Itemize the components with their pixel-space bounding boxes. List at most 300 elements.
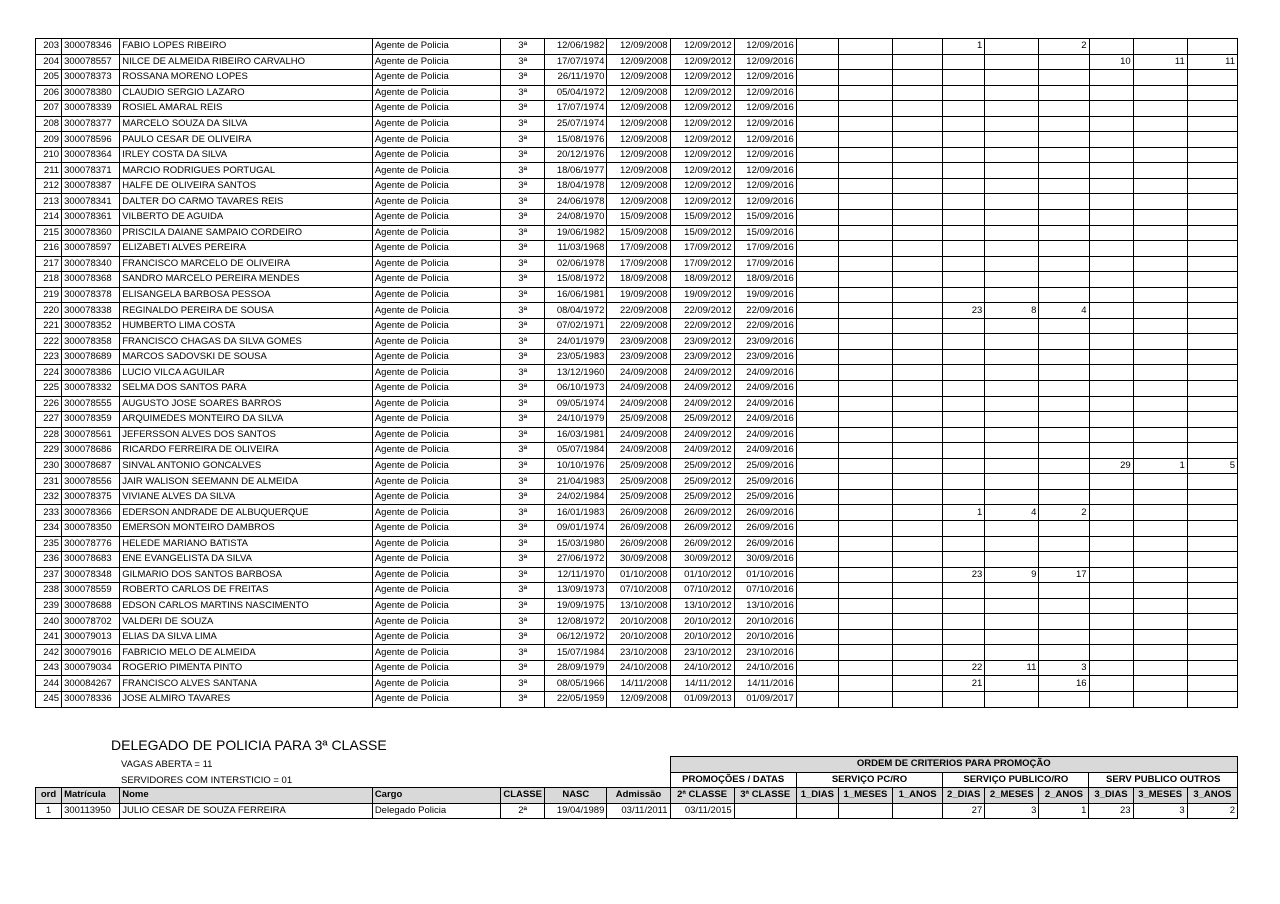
cell-ord: 236 [36,552,62,568]
cell-c3-dias [1133,318,1187,334]
cell-c3-meses [1187,365,1237,381]
cell-c1-meses [893,349,943,365]
cell-c1-anos [943,381,985,397]
cell-data-3-classe: 23/09/2016 [734,334,796,350]
cell-data-2-classe: 12/09/2012 [670,54,734,70]
cell-nasc: 12/08/1972 [545,614,607,630]
cell-data-4 [796,349,838,365]
cell-c2-anos [1089,256,1133,272]
table-row [36,412,1238,428]
cell: 300113950 [62,803,120,819]
cell-cargo: Agente de Policia [372,536,500,552]
cell-c3-meses [1187,163,1237,179]
cell-c1-meses [893,676,943,692]
cell-c1-dias [838,676,892,692]
cell-matricula: 300078373 [62,70,120,86]
cell: 27 [943,803,985,819]
cell-ord: 222 [36,334,62,350]
cell-c2-meses [1039,178,1089,194]
cell-c2-anos [1089,427,1133,443]
cell: 3 [985,803,1039,819]
cell-c3-dias [1133,70,1187,86]
cell-c1-meses [893,381,943,397]
cell-cargo: Agente de Policia [372,70,500,86]
cell-data-4 [796,132,838,148]
cell-data-2-classe: 07/10/2012 [670,583,734,599]
cell-data-4 [796,691,838,707]
cell-c2-anos [1089,396,1133,412]
cell: 1 [1039,803,1089,819]
cell-c1-dias [838,614,892,630]
cell-data-4 [796,39,838,55]
cell-ord: 240 [36,614,62,630]
cell-nome: ROSIEL AMARAL REIS [120,101,373,117]
cell-classe: 3ª [501,427,545,443]
cell-c1-dias [838,412,892,428]
cell-admissao: 12/09/2008 [607,39,670,55]
cell-c2-meses: 4 [1039,303,1089,319]
cell-c1-dias [838,427,892,443]
cell-data-4 [796,583,838,599]
cell-c1-meses [893,70,943,86]
cell-classe: 3ª [501,552,545,568]
cell-cargo: Agente de Policia [372,645,500,661]
cell-classe: 3ª [501,178,545,194]
cell-matricula: 300078371 [62,163,120,179]
cell-c2-dias [985,116,1039,132]
cell-c3-meses [1187,567,1237,583]
cell-data-2-classe: 14/11/2012 [670,676,734,692]
cell-c1-anos [943,225,985,241]
cell-data-2-classe: 23/09/2012 [670,334,734,350]
cell-data-2-classe: 12/09/2012 [670,163,734,179]
cell-c1-meses [893,163,943,179]
cell-c2-meses [1039,70,1089,86]
cell-c3-meses [1187,303,1237,319]
cell-data-2-classe: 18/09/2012 [670,272,734,288]
cell-c2-meses [1039,396,1089,412]
cell-data-2-classe: 20/10/2012 [670,629,734,645]
cell-c3-dias [1133,287,1187,303]
column-header: 2ª CLASSE [670,788,734,804]
cell-data-3-classe: 22/09/2016 [734,318,796,334]
cell-cargo: Agente de Policia [372,660,500,676]
cell-data-2-classe: 12/09/2012 [670,194,734,210]
cell-c1-meses [893,567,943,583]
cell-nasc: 24/06/1978 [545,194,607,210]
cell-c3-dias [1133,598,1187,614]
delegado-row [36,803,1238,819]
cell-ord: 221 [36,318,62,334]
cell-c2-anos [1089,691,1133,707]
column-header: NASC [545,788,607,804]
cell-nome: NILCE DE ALMEIDA RIBEIRO CARVALHO [120,54,373,70]
cell-c2-meses [1039,272,1089,288]
cell-c1-dias [838,660,892,676]
cell-c3-meses [1187,287,1237,303]
cell-c1-dias [838,691,892,707]
cell-c1-anos [943,349,985,365]
cell-data-2-classe: 25/09/2012 [670,412,734,428]
cell-data-4 [796,443,838,459]
cell-c2-dias: 4 [985,505,1039,521]
cell-c2-meses [1039,54,1089,70]
cell-nasc: 06/12/1972 [545,629,607,645]
cell-c2-dias [985,676,1039,692]
cell-nasc: 16/01/1983 [545,505,607,521]
cell-c2-dias [985,272,1039,288]
cell-classe: 3ª [501,691,545,707]
cell-c1-dias [838,147,892,163]
cell-data-3-classe: 18/09/2016 [734,272,796,288]
cell-nasc: 27/06/1972 [545,552,607,568]
cell-nome: CLAUDIO SERGIO LAZARO [120,85,373,101]
cell-data-2-classe: 12/09/2012 [670,85,734,101]
cell-cargo: Agente de Policia [372,116,500,132]
cell-cargo: Agente de Policia [372,567,500,583]
cell-nome: FRANCISCO CHAGAS DA SILVA GOMES [120,334,373,350]
cell-matricula: 300078556 [62,474,120,490]
cell-c1-anos [943,598,985,614]
cell-data-2-classe: 01/09/2013 [670,691,734,707]
cell-classe: 3ª [501,660,545,676]
cell-cargo: Agente de Policia [372,489,500,505]
cell-matricula: 300078387 [62,178,120,194]
cell-c1-dias [838,116,892,132]
cell-c3-meses [1187,629,1237,645]
cell-c1-anos [943,614,985,630]
cell-c2-dias [985,318,1039,334]
table-row [36,256,1238,272]
cell-c1-anos [943,178,985,194]
cell-matricula: 300078346 [62,39,120,55]
cell-c2-meses [1039,318,1089,334]
table-row [36,349,1238,365]
column-header: 3_DIAS [1089,788,1133,804]
cell-data-3-classe: 12/09/2016 [734,85,796,101]
cell-data-2-classe: 01/10/2012 [670,567,734,583]
cell-data-2-classe: 24/09/2012 [670,443,734,459]
cell-data-3-classe: 26/09/2016 [734,505,796,521]
cell-admissao: 12/09/2008 [607,147,670,163]
table-row [36,614,1238,630]
cell-admissao: 12/09/2008 [607,54,670,70]
cell-nasc: 17/07/1974 [545,54,607,70]
cell-c2-meses [1039,412,1089,428]
cell-data-2-classe: 24/09/2012 [670,365,734,381]
table-row [36,147,1238,163]
cell-nasc: 28/09/1979 [545,660,607,676]
cell-data-4 [796,598,838,614]
cell-c2-meses [1039,474,1089,490]
cell-c2-dias: 8 [985,303,1039,319]
cell: JULIO CESAR DE SOUZA FERREIRA [120,803,373,819]
cell-c3-meses [1187,178,1237,194]
cell-classe: 3ª [501,443,545,459]
cell [796,803,838,819]
cell-c2-dias [985,520,1039,536]
cell-c2-anos [1089,132,1133,148]
cell-c2-anos [1089,287,1133,303]
group-serv-outros: SERV PUBLICO OUTROS [1089,772,1238,788]
cell-data-3-classe: 07/10/2016 [734,583,796,599]
cell-nome: IRLEY COSTA DA SILVA [120,147,373,163]
group-servico-publico: SERVIÇO PUBLICO/RO [943,772,1089,788]
cell-c3-dias [1133,691,1187,707]
cell: Delegado Policia [372,803,500,819]
cell-c2-anos [1089,536,1133,552]
cell-matricula: 300078689 [62,349,120,365]
table-row [36,39,1238,55]
column-header: 1_ANOS [893,788,943,804]
column-header: Admissão [607,788,670,804]
cell-nasc: 15/03/1980 [545,536,607,552]
table-row [36,101,1238,117]
cell-matricula: 300078358 [62,334,120,350]
cell-data-3-classe: 12/09/2016 [734,163,796,179]
cell-c1-dias [838,334,892,350]
cell [734,803,796,819]
cell-c1-anos: 23 [943,567,985,583]
cell-c3-dias [1133,194,1187,210]
cell-c1-dias [838,443,892,459]
cell-c3-dias [1133,272,1187,288]
cell-cargo: Agente de Policia [372,318,500,334]
cell-nome: FABIO LOPES RIBEIRO [120,39,373,55]
cell-c2-dias [985,147,1039,163]
cell-data-2-classe: 26/09/2012 [670,520,734,536]
cell-data-2-classe: 12/09/2012 [670,132,734,148]
cell-c1-meses [893,303,943,319]
cell-classe: 3ª [501,39,545,55]
cell-c3-dias [1133,412,1187,428]
cell-classe: 3ª [501,567,545,583]
cell-nome: GILMARIO DOS SANTOS BARBOSA [120,567,373,583]
cell-ord: 239 [36,598,62,614]
cell-cargo: Agente de Policia [372,520,500,536]
group-promocoes: PROMOÇÕES / DATAS [670,772,796,788]
cell-matricula: 300078338 [62,303,120,319]
cell-classe: 3ª [501,474,545,490]
cell-cargo: Agente de Policia [372,54,500,70]
cell-c1-anos [943,412,985,428]
cell-data-4 [796,272,838,288]
cell-admissao: 30/09/2008 [607,552,670,568]
cell-data-3-classe: 12/09/2016 [734,147,796,163]
cell-c1-anos [943,147,985,163]
cell-matricula: 300078341 [62,194,120,210]
cell-c3-meses [1187,334,1237,350]
cell-c2-anos [1089,85,1133,101]
cell-c1-dias [838,101,892,117]
cell-data-3-classe: 12/09/2016 [734,101,796,117]
cell-classe: 3ª [501,458,545,474]
cell-c3-meses [1187,132,1237,148]
cell-data-2-classe: 23/09/2012 [670,349,734,365]
cell-c1-meses [893,178,943,194]
cell-c1-dias [838,39,892,55]
cell-c1-anos [943,583,985,599]
cell-ord: 218 [36,272,62,288]
cell-c3-meses [1187,412,1237,428]
cell-nome: HUMBERTO LIMA COSTA [120,318,373,334]
cell-admissao: 17/09/2008 [607,241,670,257]
cell-admissao: 24/09/2008 [607,365,670,381]
cell-c1-anos [943,194,985,210]
cell-c3-meses [1187,101,1237,117]
cell-data-3-classe: 20/10/2016 [734,614,796,630]
cell-c1-meses [893,396,943,412]
cell-c1-meses [893,598,943,614]
cell-c2-dias [985,629,1039,645]
cell-data-3-classe: 12/09/2016 [734,132,796,148]
cell-classe: 3ª [501,334,545,350]
cell-nome: ELISANGELA BARBOSA PESSOA [120,287,373,303]
cell-c2-anos [1089,567,1133,583]
cell-data-2-classe: 30/09/2012 [670,552,734,568]
cell-c1-meses [893,210,943,226]
table-row [36,396,1238,412]
cell-ord: 215 [36,225,62,241]
cell-c1-anos [943,520,985,536]
cell-nasc: 18/06/1977 [545,163,607,179]
cell-ord: 233 [36,505,62,521]
cell-c1-anos [943,116,985,132]
table-row [36,676,1238,692]
cell-classe: 3ª [501,163,545,179]
cell-c2-anos: 10 [1089,54,1133,70]
cell-data-4 [796,676,838,692]
cell-cargo: Agente de Policia [372,614,500,630]
cell-nasc: 13/12/1960 [545,365,607,381]
cell-data-4 [796,85,838,101]
cell-admissao: 13/10/2008 [607,598,670,614]
cell-c2-dias [985,225,1039,241]
cell-data-4 [796,660,838,676]
cell-c1-meses [893,54,943,70]
cell-c1-meses [893,489,943,505]
cell-classe: 3ª [501,396,545,412]
cell-nome: JEFERSSON ALVES DOS SANTOS [120,427,373,443]
cell-classe: 3ª [501,520,545,536]
cell-c1-anos [943,272,985,288]
cell-c3-meses [1187,39,1237,55]
cell: 1 [36,803,62,819]
cell-data-3-classe: 25/09/2016 [734,474,796,490]
cell-admissao: 19/09/2008 [607,287,670,303]
cell-c1-anos [943,552,985,568]
cell-classe: 3ª [501,629,545,645]
cell: 2 [1187,803,1237,819]
cell-ord: 227 [36,412,62,428]
cell-matricula: 300078366 [62,505,120,521]
cell-data-3-classe: 25/09/2016 [734,458,796,474]
cell-c3-dias [1133,614,1187,630]
cell-classe: 3ª [501,349,545,365]
cell-c1-anos [943,54,985,70]
cell-c1-meses [893,427,943,443]
cell-c2-anos [1089,412,1133,428]
cell-nasc: 24/02/1984 [545,489,607,505]
cell-admissao: 25/09/2008 [607,458,670,474]
cell-admissao: 12/09/2008 [607,194,670,210]
cell-nome: ENE EVANGELISTA DA SILVA [120,552,373,568]
cell-data-2-classe: 20/10/2012 [670,614,734,630]
cell-classe: 3ª [501,132,545,148]
table-row [36,443,1238,459]
cell-cargo: Agente de Policia [372,412,500,428]
cell-classe: 3ª [501,272,545,288]
cell-ord: 244 [36,676,62,692]
cell-data-3-classe: 23/09/2016 [734,349,796,365]
cell-c1-meses [893,691,943,707]
cell-c1-meses [893,241,943,257]
cell-data-4 [796,256,838,272]
cell: 03/11/2011 [607,803,670,819]
cell-data-3-classe: 22/09/2016 [734,303,796,319]
cell-c1-meses [893,443,943,459]
cell-c2-dias [985,365,1039,381]
cell-c2-anos [1089,318,1133,334]
column-header: 3ª CLASSE [734,788,796,804]
cell-c2-meses [1039,520,1089,536]
cell-matricula: 300078352 [62,318,120,334]
table-row [36,691,1238,707]
cell-ord: 213 [36,194,62,210]
cell-c1-meses [893,614,943,630]
cell-c3-dias [1133,474,1187,490]
cell-classe: 3ª [501,54,545,70]
cell-c1-meses [893,225,943,241]
cell-admissao: 20/10/2008 [607,629,670,645]
cell-c2-dias [985,210,1039,226]
cell: 03/11/2015 [670,803,734,819]
cell-cargo: Agente de Policia [372,256,500,272]
cell-c3-dias [1133,660,1187,676]
cell-c3-meses [1187,256,1237,272]
cell-nome: PRISCILA DAIANE SAMPAIO CORDEIRO [120,225,373,241]
cell-ord: 216 [36,241,62,257]
cell-data-3-classe: 24/09/2016 [734,412,796,428]
cell-data-4 [796,54,838,70]
cell-data-3-classe: 25/09/2016 [734,489,796,505]
cell-c3-dias [1133,520,1187,536]
cell-c2-dias [985,396,1039,412]
cell-admissao: 12/09/2008 [607,116,670,132]
cell-c1-meses [893,287,943,303]
cell-c2-anos [1089,645,1133,661]
cell-ord: 214 [36,210,62,226]
cell-c2-dias [985,334,1039,350]
cell-c3-dias [1133,163,1187,179]
cell-c2-dias [985,614,1039,630]
cell-nasc: 08/04/1972 [545,303,607,319]
cell: 2ª [501,803,545,819]
cell-c3-dias [1133,427,1187,443]
cell-ord: 204 [36,54,62,70]
cell-c1-dias [838,645,892,661]
cell-c2-dias [985,178,1039,194]
cell-c1-anos [943,210,985,226]
cell-c2-anos [1089,474,1133,490]
cell-c2-dias [985,474,1039,490]
cell-cargo: Agente de Policia [372,241,500,257]
cell-classe: 3ª [501,318,545,334]
cell-classe: 3ª [501,116,545,132]
cell-data-3-classe: 12/09/2016 [734,178,796,194]
cell-c2-meses [1039,287,1089,303]
table-row [36,178,1238,194]
